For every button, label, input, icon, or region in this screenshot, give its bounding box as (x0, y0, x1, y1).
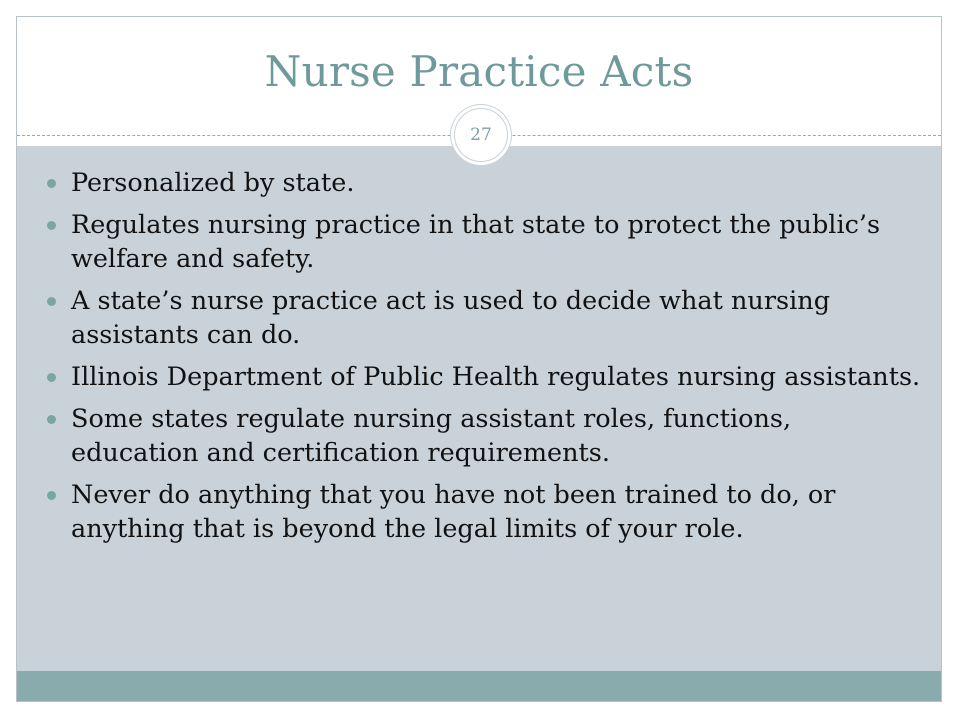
slide-frame (16, 16, 942, 702)
bullet-item (41, 402, 921, 470)
bullet-icon (47, 373, 56, 382)
bullet-text: Illinois Department of Public Health regulates nursing assistants. (71, 362, 921, 392)
bullet-icon (47, 179, 56, 188)
bullet-text: Never do anything that you have not been trained to do, or anything that is beyond the legal limits of your role. (71, 480, 836, 544)
bullet-text: Personalized by state. (71, 168, 355, 198)
page-number-badge (454, 108, 508, 162)
bullet-icon (47, 415, 56, 424)
page-number: 27 (470, 125, 492, 145)
slide-title: Nurse Practice Acts (264, 47, 694, 96)
bullet-item (41, 284, 921, 352)
footer-band (17, 671, 941, 702)
bullet-icon (47, 297, 56, 306)
bullet-text: A state’s nurse practice act is used to decide what nursing assistants can do. (71, 286, 831, 350)
bullet-icon (47, 221, 56, 230)
bullet-item (41, 360, 921, 394)
bullet-text: Some states regulate nursing assistant roles, functions, education and certification requirements. (71, 404, 792, 468)
bullet-icon (47, 491, 56, 500)
bullet-list (41, 166, 921, 554)
bullet-item (41, 208, 921, 276)
bullet-item (41, 166, 921, 200)
bullet-item (41, 478, 921, 546)
bullet-text: Regulates nursing practice in that state to protect the public’s welfare and safety. (71, 210, 881, 274)
